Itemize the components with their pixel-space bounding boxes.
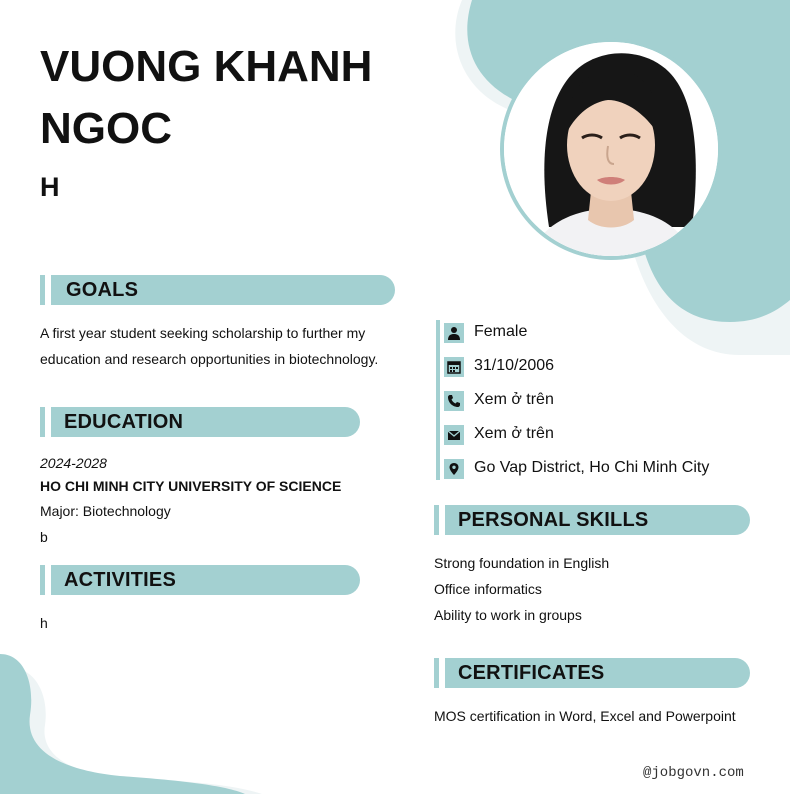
education-header xyxy=(40,407,360,437)
education-major: Major: Biotechnology xyxy=(40,503,171,519)
bottom-left-decoration xyxy=(0,650,270,794)
candidate-name: VUONG KHANH NGOC xyxy=(40,42,373,153)
activities-title: ACTIVITIES xyxy=(64,569,177,591)
calendar-icon xyxy=(444,357,464,377)
location-icon xyxy=(444,459,464,479)
skill-item: Strong foundation in English xyxy=(434,555,610,571)
certificates-title: CERTIFICATES xyxy=(458,662,605,684)
education-title: EDUCATION xyxy=(64,411,184,433)
phone-icon xyxy=(444,391,464,411)
contact-birthday-value: 31/10/2006 xyxy=(474,357,555,374)
activities-text: h xyxy=(40,615,48,631)
certificate-item: MOS certification in Word, Excel and Powerpoint xyxy=(434,708,736,724)
contact-email-value: Xem ở trên xyxy=(474,425,554,442)
watermark-text: @jobgovn.com xyxy=(643,765,744,781)
contact-divider xyxy=(436,320,440,480)
skill-item: Ability to work in groups xyxy=(434,607,582,623)
contact-address-value: Go Vap District, Ho Chi Minh City xyxy=(474,459,710,476)
education-note: b xyxy=(40,529,48,545)
education-years: 2024-2028 xyxy=(40,455,107,471)
skills-title: PERSONAL SKILLS xyxy=(458,509,649,531)
goals-header xyxy=(40,275,395,305)
person-icon xyxy=(444,323,464,343)
skills-header xyxy=(434,505,750,535)
goals-title: GOALS xyxy=(66,279,139,301)
education-school: HO CHI MINH CITY UNIVERSITY OF SCIENCE xyxy=(40,478,342,494)
goals-text: A first year student seeking scholarship to further my education and research opportunities in biotechnology. xyxy=(40,325,379,367)
activities-header xyxy=(40,565,360,595)
contact-gender-value: Female xyxy=(474,323,528,340)
skill-item: Office informatics xyxy=(434,581,542,597)
candidate-subtitle: H xyxy=(40,172,60,202)
profile-photo xyxy=(504,42,718,256)
mail-icon xyxy=(444,425,464,445)
contact-phone-value: Xem ở trên xyxy=(474,391,554,408)
certificates-header xyxy=(434,658,750,688)
